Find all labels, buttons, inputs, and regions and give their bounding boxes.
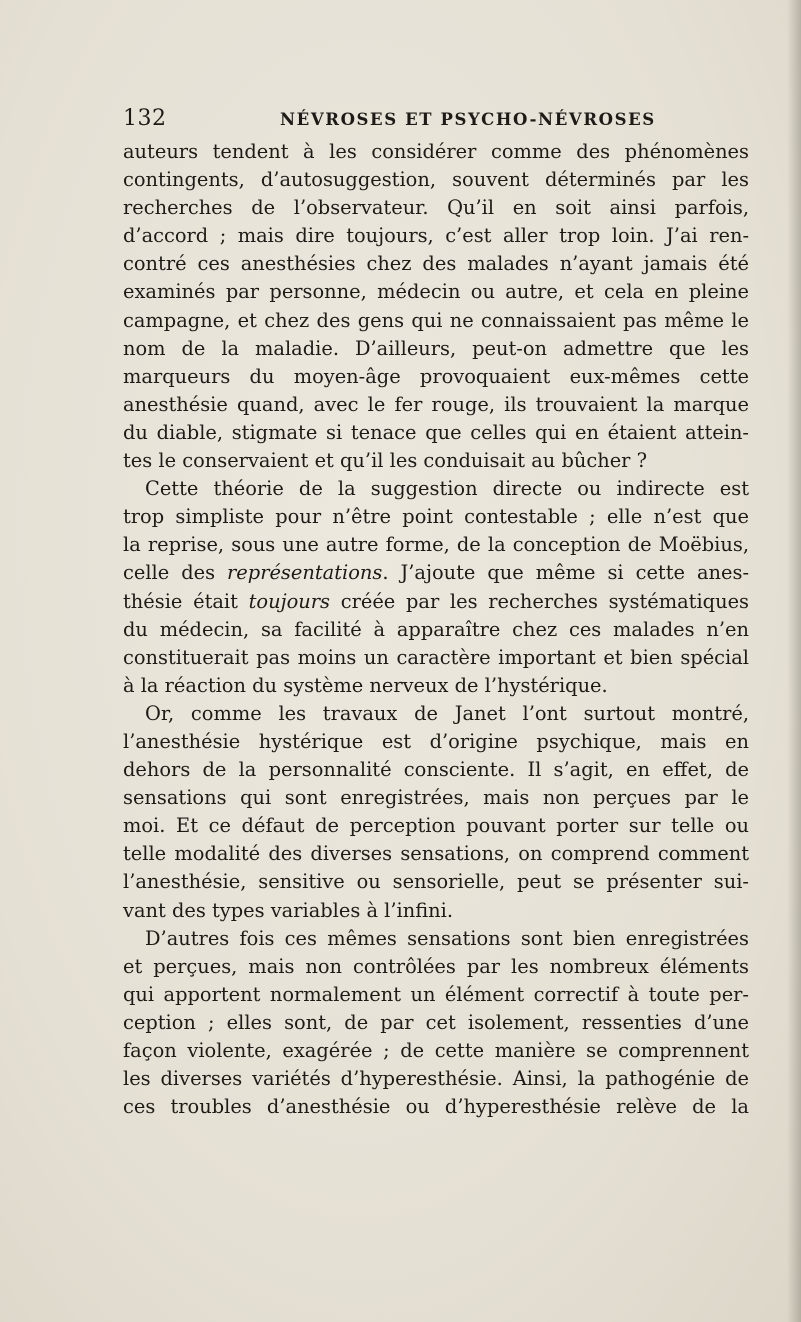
text-line: campagne, et chez des gens qui ne connaissaient pas même le (123, 308, 749, 332)
text-line: examinés par personne, médecin ou autre, et cela en pleine (123, 280, 749, 304)
italic-term: toujours (248, 589, 330, 613)
text-line: anesthésie quand, avec le fer rouge, ils trouvaient la marque (123, 392, 749, 416)
text-line: marqueurs du moyen-âge provoquaient eux-mêmes cette (123, 364, 749, 388)
running-title: NÉVROSES ET PSYCHO-NÉVROSES (280, 110, 656, 129)
text-line: et perçues, mais non contrôlées par les nombreux éléments (123, 954, 749, 978)
text-segment: thésie était (123, 589, 249, 613)
paragraph-start-line: D’autres fois ces mêmes sensations sont bien enregistrées (145, 926, 749, 950)
text-line: recherches de l’observateur. Qu’il en soit ainsi parfois, (123, 196, 749, 220)
text-line (123, 588, 749, 616)
text-line: auteurs tendent à les considérer comme des phénomènes (123, 140, 749, 163)
page-number: 132 (123, 106, 167, 131)
text-line: dehors de la personnalité consciente. Il s’agit, en effet, de (123, 758, 749, 782)
text-line: qui apportent normalement un élément correctif à toute per- (123, 982, 749, 1006)
text-line: contingents, d’autosuggestion, souvent déterminés par les (123, 168, 749, 192)
text-line: les diverses variétés d’hyperesthésie. Ainsi, la pathogénie de (123, 1067, 749, 1091)
text-line: telle modalité des diverses sensations, on comprend comment (123, 842, 749, 866)
text-line: nom de la maladie. D’ailleurs, peut-on admettre que les (123, 336, 749, 360)
text-line: tes le conservaient et qu’il les conduisait au bûcher ? (123, 449, 647, 473)
text-line: sensations qui sont enregistrées, mais non perçues par le (123, 786, 749, 810)
text-line: l’anesthésie, sensitive ou sensorielle, peut se présenter sui- (123, 870, 749, 894)
text-line: l’anesthésie hystérique est d’origine psychique, mais en (123, 729, 749, 753)
paragraph-start-line: Or, comme les travaux de Janet l’ont surtout montré, (145, 701, 749, 725)
text-line: d’accord ; mais dire toujours, c’est aller trop loin. J’ai ren- (123, 224, 749, 248)
text-line: façon violente, exagérée ; de cette manière se comprennent (123, 1039, 749, 1062)
text-line: du diable, stigmate si tenace que celles qui en étaient attein- (123, 420, 749, 444)
text-line: moi. Et ce défaut de perception pouvant porter sur telle ou (123, 814, 749, 838)
text-line: ces troubles d’anesthésie ou d’hyperesthésie relève de la (123, 1095, 749, 1119)
text-segment: créée par les recherches systématiques (330, 589, 749, 613)
text-line: vant des types variables à l’infini. (123, 898, 454, 922)
text-line: du médecin, sa facilité à apparaître chez ces malades n’en (123, 617, 749, 641)
paragraph-start-line: Cette théorie de la suggestion directe ou indirecte est (145, 477, 749, 501)
text-segment: . J’ajoute que même si cette anes- (382, 561, 749, 585)
text-line: ception ; elles sont, de par cet isolement, ressenties d’une (123, 1010, 749, 1034)
text-segment: celle des (123, 561, 228, 585)
text-line: contré ces anesthésies chez des malades n’ayant jamais été (123, 252, 749, 276)
body-text (123, 138, 749, 1121)
text-line: la reprise, sous une autre forme, de la conception de Moëbius, (123, 533, 749, 557)
text-line: constituerait pas moins un caractère important et bien spécial (123, 645, 749, 669)
text-line (123, 559, 749, 587)
page-header (123, 106, 739, 136)
text-line: à la réaction du système nerveux de l’hystérique. (123, 673, 608, 697)
text-line: trop simpliste pour n’être point contestable ; elle n’est que (123, 505, 749, 529)
italic-term: représentations (227, 561, 383, 585)
page-edge-shadow (787, 0, 801, 1322)
